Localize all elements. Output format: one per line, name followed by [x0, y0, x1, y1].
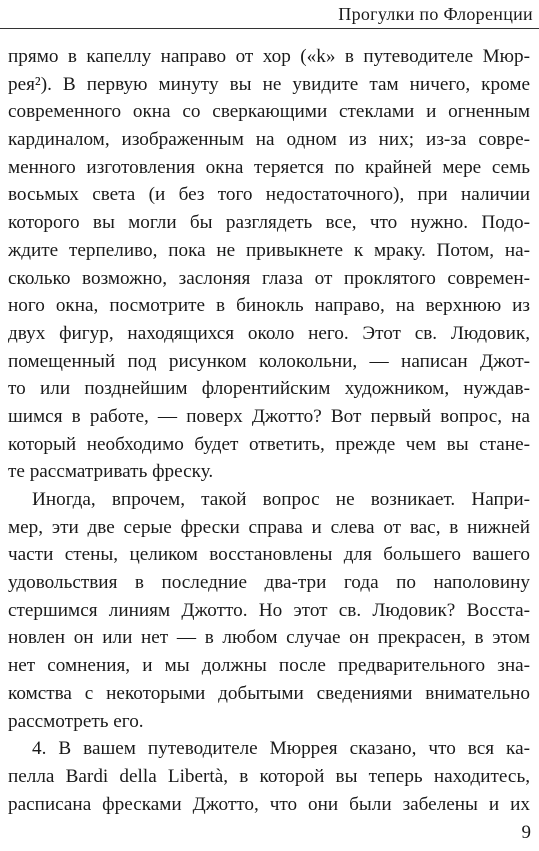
text-line: то или позднейшим флорентийским художником, нуждав- [8, 378, 530, 400]
text-line: комства с некоторыми добытыми сведениями внимательно [8, 682, 530, 704]
text-line: который необходимо будет ответить, прежде чем вы стане- [8, 433, 530, 455]
text-line: 4. В вашем путеводителе Мюррея сказано, что вся ка- [32, 738, 530, 760]
text-line: рея²). В первую минуту вы не увидите там ничего, кроме [8, 73, 530, 95]
text-line: новлен он или нет — в любом случае он прекрасен, в этом [8, 627, 530, 649]
text-line: те рассматривать фреску. [8, 461, 214, 483]
text-line: менного изготовления окна теряется по крайней мере семь [8, 156, 530, 178]
text-line: части стены, целиком восстановлены для большего вашего [8, 544, 530, 566]
text-line: нет сомнения, и мы должны после предварительного зна- [8, 655, 530, 677]
page-number: 9 [521, 822, 531, 843]
text-line: двух фигур, находящихся около него. Этот св. Людовик, [8, 322, 530, 344]
text-line: ждите терпеливо, пока не привыкнете к мраку. Потом, на- [8, 239, 530, 261]
text-line: современного окна со сверкающими стеклами и огненным [8, 101, 530, 123]
header-rule [0, 28, 539, 29]
text-line: прямо в капеллу направо от хор («k» в путеводителе Мюр- [8, 46, 530, 67]
running-header-title: Прогулки по Флоренции [338, 4, 533, 24]
text-line: рассмотреть его. [8, 710, 144, 732]
text-line: помещенный под рисунком колокольни, — написан Джот- [8, 350, 530, 372]
text-line: которого вы могли бы разглядеть все, что нужно. Подо- [8, 212, 530, 234]
text-line: шимся в работе, — поверх Джотто? Вот первый вопрос, на [8, 405, 530, 427]
running-header [0, 0, 539, 30]
text-line: мер, эти две серые фрески справа и слева от вас, в нижней [8, 516, 530, 538]
text-line: расписана фресками Джотто, что они были забелены и их [8, 793, 530, 815]
text-line: восьмых света (и без того недостаточного), при наличии [8, 184, 530, 206]
text-line: ного окна, посмотрите в бинокль направо, на верхнюю из [8, 295, 530, 317]
text-line: Иногда, впрочем, такой вопрос не возникает. Напри- [32, 489, 530, 510]
body-text [8, 43, 530, 818]
text-line: кардиналом, изображенным на одном из них; из-за совре- [8, 129, 530, 151]
text-line: стершимся линиям Джотто. Но этот св. Людовик? Восста- [8, 599, 530, 621]
text-line: пелла Bardi della Libertà, в которой вы теперь находитесь, [8, 765, 530, 787]
text-line: удовольствия в последние два-три года по наполовину [8, 572, 530, 594]
text-line: сколько возможно, заслоняя глаза от проклятого современ- [8, 267, 530, 289]
